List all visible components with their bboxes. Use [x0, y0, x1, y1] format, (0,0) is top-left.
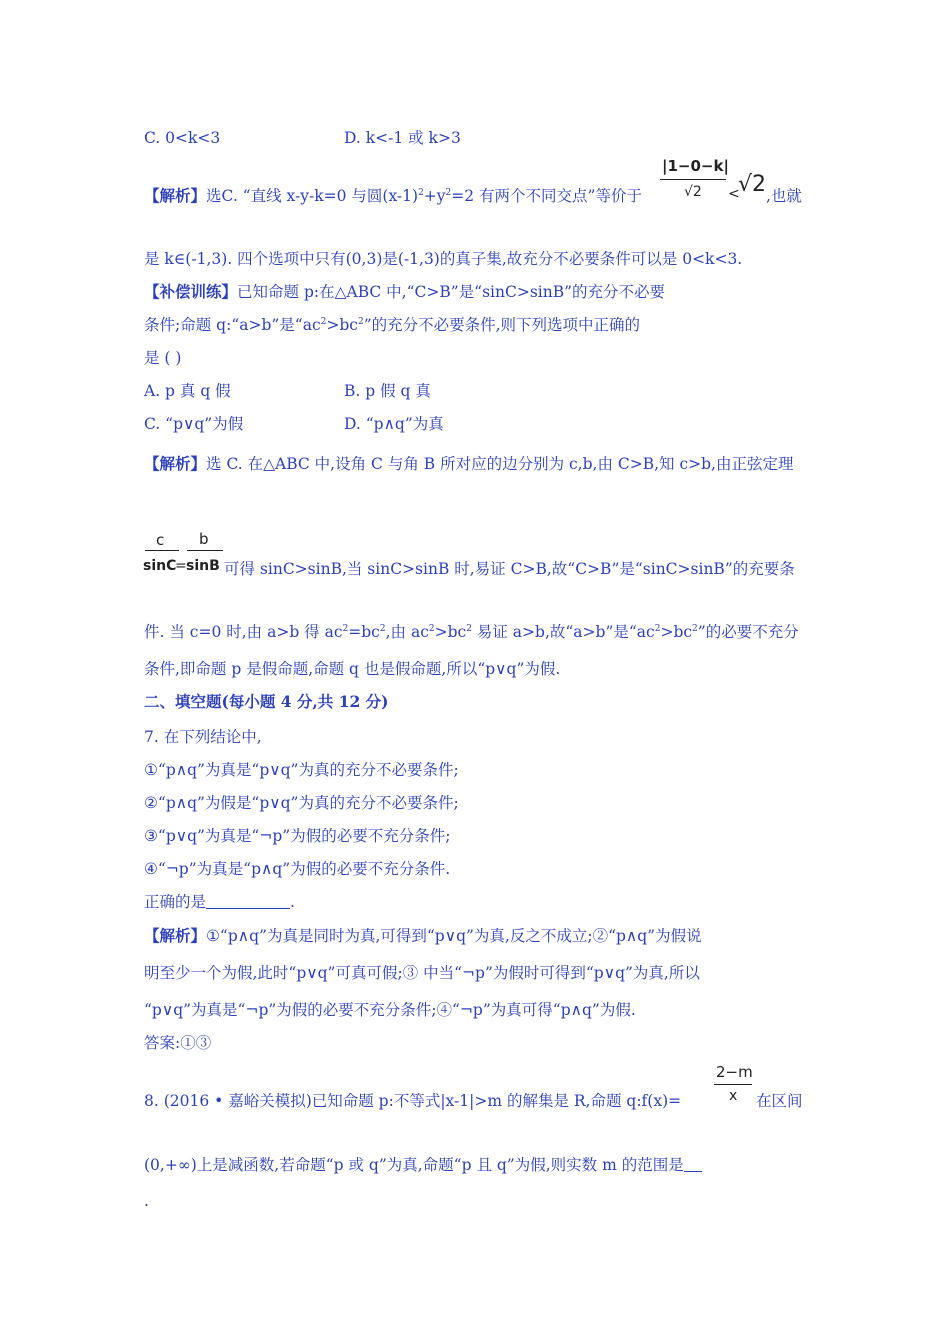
supp-stem-1: 【补偿训练】已知命题 p:在△ABC 中,“C>B”是“sinC>sinB”的充分不必要 [144, 282, 666, 301]
supp-analysis-tag: 【解析】 [144, 454, 207, 473]
option-d: D. k<-1 或 k>3 [344, 129, 461, 147]
formula-numerator: |1−0−k| [662, 157, 729, 175]
q7-item-3: ③“p∨q”为真是“¬p”为假的必要不充分条件; [144, 827, 451, 845]
q7-analysis-3: “p∨q”为真是“¬p”为假的必要不充分条件;④“¬p”为真可得“p∧q”为假. [144, 1001, 636, 1019]
section-heading: 二、填空题(每小题 4 分,共 12 分) [144, 692, 389, 711]
supp-analysis-2: 可得 sinC>sinB,当 sinC>sinB 时,易证 C>B,故“C>B”是“sinC>sinB”的充要条 [224, 560, 795, 578]
supp-option-d: D. “p∧q”为真 [344, 415, 444, 433]
q7-item-1: ①“p∧q”为真是“p∨q”为真的充分不必要条件; [144, 761, 459, 779]
q7-analysis-2: 明至少一个为假,此时“p∨q”可真可假;③ 中当“¬p”为假时可得到“p∨q”为真,所以 [144, 964, 700, 982]
q8-frac-bar [714, 1084, 752, 1085]
supp-stem-3: 是 ( ) [144, 349, 182, 367]
analysis-line-1-end: ,也就 [766, 187, 802, 205]
sine-frac-1-num: c [156, 531, 165, 549]
option-c: C. 0<k<3 [144, 129, 221, 147]
formula-fraction-bar [660, 179, 726, 180]
q8-frac-num: 2−m [716, 1063, 753, 1081]
supp-tag: 【补偿训练】 [144, 282, 238, 301]
sine-frac-1-den: sinC [143, 558, 177, 574]
q7-ask: 正确的是 . [144, 893, 295, 911]
q8-frac-den: x [729, 1088, 738, 1104]
q7-analysis-tag: 【解析】 [144, 926, 207, 945]
sine-frac-2-den: sinB [186, 558, 220, 574]
q7-stem: 7. 在下列结论中, [144, 728, 262, 746]
q7-item-2: ②“p∧q”为假是“p∨q”为真的充分不必要条件; [144, 794, 459, 812]
formula-sqrt2: √2 [738, 172, 767, 197]
analysis-line-2: 是 k∈(-1,3). 四个选项中只有(0,3)是(-1,3)的真子集,故充分不必要条件可以是 0<k<3. [144, 250, 743, 268]
formula-less-than: < [728, 186, 740, 202]
sine-frac-1-bar [145, 550, 179, 551]
q8-stem-1-end: 在区间 [756, 1092, 803, 1110]
supp-stem-2: 条件;命题 q:“a>b”是“$ac^2>bc^2$”的充分不必要条件,则下列选项中正确的 [144, 316, 641, 334]
answer-blank [206, 893, 290, 909]
sine-frac-2-bar [187, 550, 223, 551]
formula-denominator: √2 [684, 184, 702, 200]
q8-stem-3: . [144, 1192, 149, 1210]
q7-answer: 答案:①③ [144, 1034, 212, 1052]
sine-frac-2-num: b [199, 530, 209, 548]
analysis-line-1: 【解析】选C. “直线 x-y-k=0 与圆$(x-1)^2+y^2=2$ 有两个不同交点”等价于 [144, 186, 642, 205]
supp-analysis-1: 【解析】选 C. 在△ABC 中,设角 C 与角 B 所对应的边分别为 c,b,由 C>B,知 c>b,由正弦定理 [144, 454, 794, 473]
supp-analysis-3: 件. 当 c=0 时,由 a>b 得 $ac^2=bc^2$,由 $ac^2>bc^2$ 易证 a>b,故“a>b”是“$ac^2>bc^2$”的必要不充分 [144, 623, 799, 641]
supp-option-c: C. “p∨q”为假 [144, 415, 244, 433]
q7-analysis-1: 【解析】①“p∧q”为真是同时为真,可得到“p∨q”为真,反之不成立;②“p∧q”为假说 [144, 926, 702, 945]
q8-stem-2: (0,+∞)上是减函数,若命题“p 或 q”为真,命题“p 且 q”为假,则实数 m 的范围是 [144, 1155, 702, 1175]
q8-answer-blank [684, 1156, 702, 1172]
q8-stem-1: 8. (2016 • 嘉峪关模拟)已知命题 p:不等式|x-1|>m 的解集是 R,命题 q:f(x)= [144, 1092, 682, 1110]
sine-frac-equals: = [175, 558, 187, 574]
supp-analysis-4: 条件,即命题 p 是假命题,命题 q 也是假命题,所以“p∨q”为假. [144, 660, 561, 678]
analysis-tag: 【解析】 [144, 186, 207, 205]
supp-option-b: B. p 假 q 真 [344, 382, 431, 400]
q7-item-4: ④“¬p”为真是“p∧q”为假的必要不充分条件. [144, 860, 451, 878]
supp-option-a: A. p 真 q 假 [144, 382, 231, 400]
